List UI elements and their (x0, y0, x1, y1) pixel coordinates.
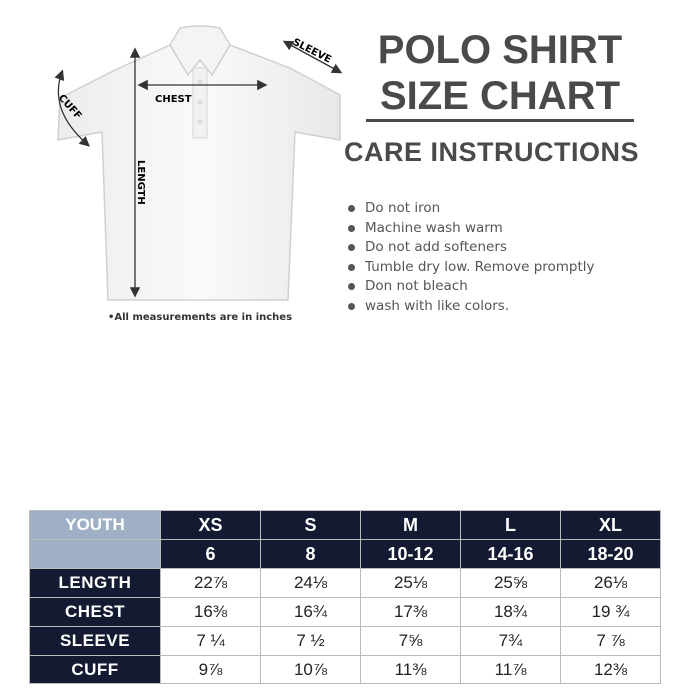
table-cell: 19 ¾ (561, 598, 661, 627)
age-header: 10-12 (361, 540, 461, 569)
size-header-row (30, 511, 661, 540)
youth-label-spacer (30, 540, 161, 569)
table-row (30, 627, 661, 656)
cuff-label: CUFF (55, 92, 84, 122)
table-cell: 22⅞ (161, 569, 261, 598)
care-item: Machine wash warm (348, 219, 595, 239)
bullet-icon (348, 283, 355, 290)
table-cell: 25⅝ (461, 569, 561, 598)
row-label: LENGTH (30, 569, 161, 598)
age-header: 6 (161, 540, 261, 569)
title-line-1: POLO SHIRT (377, 28, 623, 72)
size-header: L (461, 511, 561, 540)
sleeve-label: SLEEVE (290, 36, 333, 66)
row-label: CUFF (30, 656, 161, 684)
youth-label: YOUTH (30, 511, 161, 540)
table-cell: 16⅜ (161, 598, 261, 627)
row-label: CHEST (30, 598, 161, 627)
bullet-icon (348, 264, 355, 271)
measurement-note: •All measurements are in inches (108, 312, 293, 323)
care-list (348, 199, 595, 316)
table-cell: 24⅛ (261, 569, 361, 598)
care-heading: CARE INSTRUCTIONS (344, 137, 640, 167)
table-cell: 10⅞ (261, 656, 361, 684)
care-item: Do not add softeners (348, 238, 595, 258)
polo-shirt-diagram (40, 20, 360, 310)
chest-label: CHEST (155, 94, 192, 105)
bullet-icon (348, 225, 355, 232)
bullet-icon (348, 205, 355, 212)
table-cell: 25⅛ (361, 569, 461, 598)
age-header: 14-16 (461, 540, 561, 569)
table-row (30, 598, 661, 627)
table-cell: 18¾ (461, 598, 561, 627)
age-header-row (30, 540, 661, 569)
age-header: 18-20 (561, 540, 661, 569)
care-item: Tumble dry low. Remove promptly (348, 258, 595, 278)
bullet-icon (348, 244, 355, 251)
length-label: LENGTH (135, 160, 146, 205)
table-cell: 7 ½ (261, 627, 361, 656)
table-cell: 7 ¼ (161, 627, 261, 656)
table-row (30, 569, 661, 598)
table-cell: 7¾ (461, 627, 561, 656)
table-cell: 16¾ (261, 598, 361, 627)
size-header: XL (561, 511, 661, 540)
table-cell: 7 ⅞ (561, 627, 661, 656)
care-item: wash with like colors. (348, 297, 595, 317)
title-line-2: SIZE CHART (380, 74, 620, 118)
table-cell: 9⅞ (161, 656, 261, 684)
size-header: XS (161, 511, 261, 540)
table-cell: 7⅝ (361, 627, 461, 656)
table-cell: 26⅛ (561, 569, 661, 598)
size-header: M (361, 511, 461, 540)
title-underline (366, 119, 634, 122)
size-table (29, 510, 661, 684)
age-header: 8 (261, 540, 361, 569)
size-header: S (261, 511, 361, 540)
table-cell: 17⅜ (361, 598, 461, 627)
table-row (30, 656, 661, 684)
table-cell: 11⅞ (461, 656, 561, 684)
care-item: Don not bleach (348, 277, 595, 297)
bullet-icon (348, 303, 355, 310)
care-item: Do not iron (348, 199, 595, 219)
table-cell: 11⅜ (361, 656, 461, 684)
table-cell: 12⅜ (561, 656, 661, 684)
row-label: SLEEVE (30, 627, 161, 656)
